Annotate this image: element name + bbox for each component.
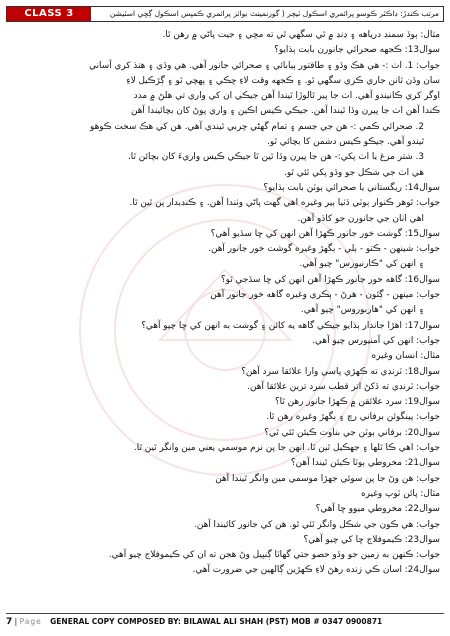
question-line: سوال13: ڪجهه صحرائي جانورن بابت ٻڌايو؟ [274, 45, 440, 56]
answer-line: جواب: شينهن - ڪتو - ٻلي - ٻگهڙ وغيره گوشت خور جانور آهن. [208, 244, 440, 255]
answer-line: جواب: اهي ڪا ٿلها ۽ جهڪيل ٿين ٿا. انهن جا پن نرم موسمي يعني مين وانگر ٿين ٿا. [133, 443, 440, 454]
example-line: مثال: پائن ٽوپ وغيره [361, 488, 440, 499]
question-line: سوال19: سرد علائقن ۾ ڪهڙا جانور رهن ٿا؟ [274, 397, 440, 408]
answer-line: جواب: مينهن - ڳئون - هرڻ - ٻڪري وغيره گاهه خور جانور آهن [210, 290, 440, 301]
text-line: اوگر کري ڪانيندو آهي. اٺ جا پير ٿالوڙا ٿيندا آهن جيڪي ان کي واري تي هلڻ ۾ مدد [133, 91, 440, 102]
text-line: ٿيندو آهي. جيڪو ڪيس دشمن کا بچائي ٿو. [267, 137, 424, 148]
answer-line: جواب: پينگوئن برفاني رڇ ۽ ٻگهڙ وغيره رهن ٿا. [266, 412, 440, 423]
text-line: ۽ انهن کي "ڪارنيورس" چيو آهي. [299, 259, 424, 270]
question-line: سوال22: مخروطي ميوو ڇا آهي؟ [315, 504, 440, 515]
answer-line: جواب: هن وڻ جا پن سوئي جهڙا موسمي مين وانگر ٿيندا آهن [215, 473, 440, 484]
answer-line: جواب: انهن کي آمنيورس چيو آهي. [312, 335, 440, 346]
question-line: سوال14: ريگستاني يا صحرائي ٻوٽن بابت ٻڌايو؟ [263, 182, 440, 193]
question-line: سوال21: مخروطي ٻوٽا ڪيئن ٿيندا آهن؟ [290, 458, 440, 469]
text-line: هي اٺ جي شڪل جو وڏو پکي ٿئي ٿو. [284, 167, 424, 178]
page-label: Page [19, 617, 42, 626]
text-line: ۽ انهن کي "هاربوروس" چيو آهي. [300, 305, 424, 316]
page-number: 7 [6, 617, 13, 627]
example-line: مثال: انسان وغيره [371, 351, 440, 362]
text-line: 3. شتر مرغ يا اٺ پکي:- هن جا پيرن وڏا ٿين ٿا جيڪي ڪيس واريءَ کان بچائن ٿا. [127, 152, 424, 163]
compiler-line: مرتب ڪندڙ: ڊاڪٽر ڪوسو پرائمري اسڪول ٽيچر ( گورنمينٽ بوائز پرائمري ڪمپس اسڪول ڳڇي اسٽيشن [109, 9, 439, 18]
worksheet-body [12, 28, 440, 610]
text-line: مثال: ٻوڏ سمنڊ درياهه ۽ ڍنڍ ۾ ٿي سگهي ٿي ته مڇي ۽ جيت پاڻي ۾ رهن ٿا. [162, 30, 440, 40]
question-line: سوال20: برفاني ٻوٽن جي بناوت ڪيئن ٿئي ٿي؟ [264, 427, 440, 438]
page-footer: 7 | Page GENERAL COPY COMPOSED BY: BILAWAL ALI SHAH (PST) MOB # 0347 0900871 [6, 613, 444, 630]
question-line: سوال16: گاهه خور جانور ڪهڙا آهن انهن کي ڇا سڏجي ٿو؟ [220, 274, 440, 285]
answer-line: جواب: ٽرنڊي ته ڏکڻ اتر قطب سرد ترين علائقا آهن. [247, 381, 440, 392]
text-line: 2. صحرائي ڪمي :- هن جي جسم ۽ تمام گهڻي چربي ٿيندي آهي. هن کي هڪ سخت ڪوهو [90, 121, 424, 132]
question-line: سوال18: ٽرنڊي ته ڪهڙي پاسي وارا علائقا سرد آهن؟ [241, 366, 440, 377]
page-header [6, 6, 444, 22]
text-line: سان وڏن ثانن جاري ڪري سگهي ٿو. ۽ ڪجهه وقت لاءِ ڇڪي ۽ پهچي ٿو ۽ ڳڙڪيل لاءِ [126, 75, 440, 86]
answer-line: جواب: 1. اٺ :- هي هڪ وڏو ۽ طاقتور ٻيابائي ۽ صحرائي جانور آهي. هي وڏي ۽ هنڌ کري آساني [89, 60, 440, 71]
question-line: سوال17: اهڙا جاندار ٻڌايو جيڪي گاهه يه کائن ۽ گوشت به انهن کي ڇا چيو آهي؟ [141, 320, 440, 331]
composer-credits: GENERAL COPY COMPOSED BY: BILAWAL ALI SHAH (PST) MOB # 0347 0900871 [50, 617, 383, 626]
answer-line: جواب: ٿوهر ڪنوار ٻوٽي ڏٺيا ٻير وغيره اهي گهٽ پاڻي وٺندا آهن. ۽ ڪنڊيدار پن ٿين ٿا. [129, 198, 440, 209]
question-line: سوال24: اسان ڪي زنده رهڻ لاءِ ڪهڙين ڳالهين جي ضرورت آهي. [192, 565, 440, 576]
question-line: سوال23: ڪيموفلاج ڇا کي چيو آهي؟ [303, 534, 440, 545]
text-line: ڪندا آهن اٺ جا پيرن وڏا ٿيندا آهن. جيڪي ڪيس اڪين ۽ واري پوڻ کان بچائيندا آهن [130, 106, 440, 117]
answer-line: جواب: ڪنهن به زمين جو وڏو حصو جتي گهاٽا ڳنڀيل وڻ هجن ته ان کي ڪيموفلاج چيو آهي. [108, 550, 440, 561]
question-line: سوال15: گوشت خور جانور ڪهڙا آهن انهن کي ڇا سڏيو آهي؟ [210, 228, 440, 239]
answer-line: جواب: هي ڪون جي شڪل وانگر ٿئي ٿو. هن کي جانور کائيندا آهن. [194, 519, 440, 530]
class-badge: CLASS 3 [7, 7, 91, 21]
text-line: اهي اٺان جي جانورن جو کاڌو آهن. [297, 213, 424, 224]
